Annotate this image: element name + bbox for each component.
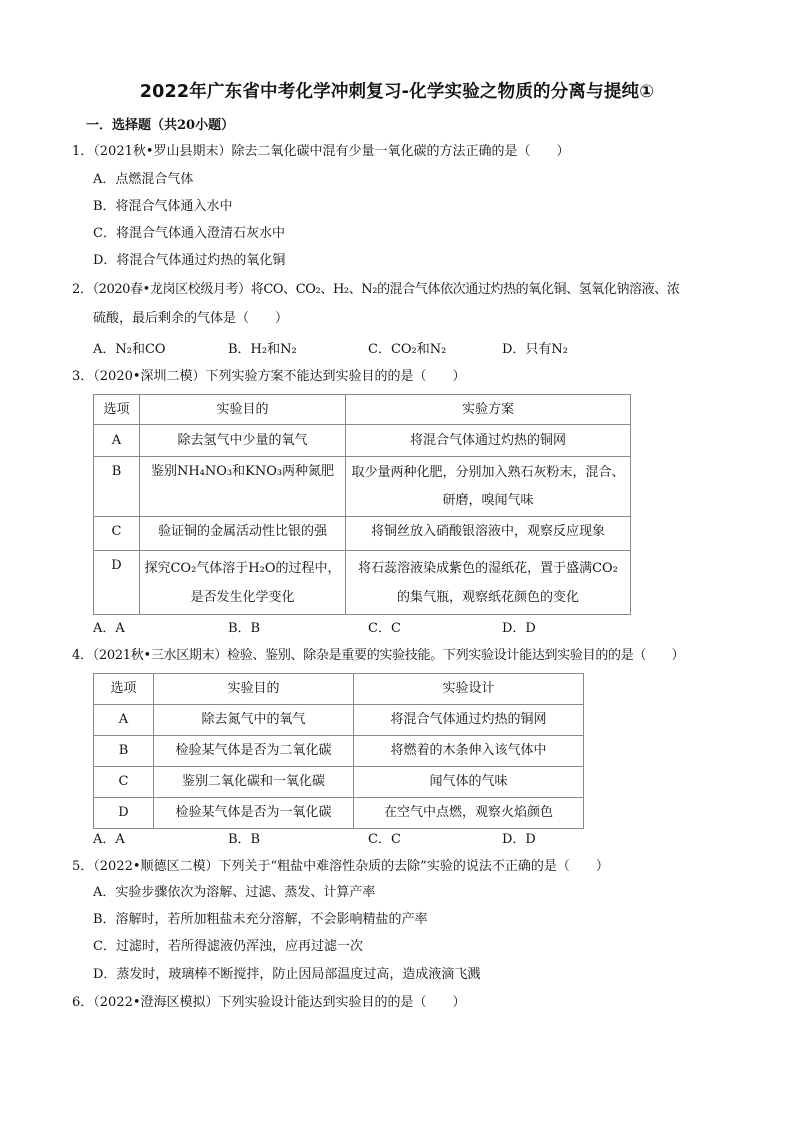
question-1-option-a: A．点燃混合气体 (93, 172, 194, 187)
row-goal-line: 是否发生化学变化 (190, 589, 295, 605)
question-1-option-d: D．将混合气体通过灼热的氧化铜 (93, 253, 286, 268)
question-4-stem: 4．（2021秋•三水区期末）检验、鉴别、除杂是重要的实验技能。下列实验设计能达到实验目的的是（ ） (72, 648, 685, 663)
row-option: D (94, 798, 154, 829)
question-4-answer-a: A．A (93, 832, 125, 847)
section-heading: 一．选择题（共20小题） (86, 118, 235, 133)
row-goal: 鉴别二氧化碳和一氧化碳 (154, 767, 354, 798)
row-option: A (94, 705, 154, 736)
header-option: 选项 (94, 395, 140, 425)
question-4-answer-d: D．D (502, 832, 536, 847)
question-3-answer-d: D．D (502, 621, 536, 636)
table-row (94, 457, 631, 517)
header-goal: 实验目的 (140, 395, 346, 425)
header-goal: 实验目的 (154, 674, 354, 705)
question-3-answer-a: A．A (93, 621, 125, 636)
question-5-option-c: C．过滤时，若所得滤液仍浑浊，应再过滤一次 (93, 939, 363, 954)
question-1-stem: 1．（2021秋•罗山县期末）除去二氧化碳中混有少量一氧化碳的方法正确的是（ ） (72, 144, 570, 159)
table-row (94, 425, 631, 457)
question-2-option-a: A．N₂和CO (93, 342, 166, 357)
question-2-stem-line-2: 硫酸，最后剩余的气体是（ ） (93, 311, 289, 326)
question-2-option-b: B．H₂和N₂ (228, 342, 297, 357)
question-3-stem: 3．（2020•深圳二模）下列实验方案不能达到实验目的的是（ ） (72, 369, 466, 384)
question-5-stem: 5．（2022•顺德区二模）下列关于“粗盐中难溶性杂质的去除”实验的说法不正确的是（ ） (72, 859, 609, 874)
row-goal: 验证铜的金属活动性比银的强 (140, 517, 346, 551)
page-title: 2022年广东省中考化学冲刺复习-化学实验之物质的分离与提纯① (139, 82, 655, 102)
question-4-answer-c: C．C (368, 832, 401, 847)
table-row (94, 517, 631, 551)
header-option: 选项 (94, 674, 154, 705)
row-design: 闻气体的气味 (354, 767, 584, 798)
table-row (94, 736, 584, 767)
row-plan: 将混合气体通过灼热的铜网 (346, 425, 631, 457)
row-design: 将燃着的木条伸入该气体中 (354, 736, 584, 767)
row-design: 在空气中点燃，观察火焰颜色 (354, 798, 584, 829)
row-goal (140, 551, 346, 615)
table-row (94, 551, 631, 615)
row-goal-line: 探究CO₂气体溶于H₂O的过程中， (144, 560, 341, 576)
row-goal: 除去氮气中的氧气 (154, 705, 354, 736)
row-design: 将混合气体通过灼热的铜网 (354, 705, 584, 736)
row-plan-line: 取少量两种化肥，分别加入熟石灰粉末，混合、 (351, 464, 625, 480)
row-option: A (94, 425, 140, 457)
row-goal: 检验某气体是否为二氧化碳 (154, 736, 354, 767)
question-1-option-b: B．将混合气体通入水中 (93, 199, 233, 214)
question-2-stem-line-1: 2．（2020春•龙岗区校级月考）将CO、CO₂、H₂、N₂的混合气体依次通过灼热的氧化铜、氢氧化钠溶液、浓 (72, 282, 680, 297)
header-design: 实验设计 (354, 674, 584, 705)
row-plan-line: 的集气瓶，观察纸花颜色的变化 (396, 589, 579, 605)
table-header-row (94, 395, 631, 425)
question-2-option-c: C．CO₂和N₂ (368, 342, 447, 357)
row-plan (346, 457, 631, 517)
question-3-table (93, 394, 631, 615)
row-goal: 鉴别NH₄NO₃和KNO₃两种氮肥 (140, 457, 346, 517)
table-row (94, 705, 584, 736)
row-plan-line: 研磨，嗅闻气味 (442, 492, 534, 508)
row-option: B (94, 736, 154, 767)
row-option: C (94, 517, 140, 551)
row-plan-line: 将石蕊溶液染成紫色的湿纸花，置于盛满CO₂ (358, 560, 618, 576)
row-option: D (94, 551, 140, 615)
row-option: B (94, 457, 140, 517)
row-plan (346, 551, 631, 615)
question-3-answer-c: C．C (368, 621, 401, 636)
table-row (94, 767, 584, 798)
question-2-option-d: D．只有N₂ (502, 342, 569, 357)
question-4-answer-b: B．B (228, 832, 261, 847)
question-4-table (93, 673, 584, 829)
question-5-option-b: B．溶解时，若所加粗盐未充分溶解，不会影响精盐的产率 (93, 912, 428, 927)
question-5-option-d: D．蒸发时，玻璃棒不断搅拌，防止因局部温度过高，造成液滴飞溅 (93, 967, 481, 982)
question-1-option-c: C．将混合气体通入澄清石灰水中 (93, 226, 285, 241)
row-plan: 将铜丝放入硝酸银溶液中，观察反应现象 (346, 517, 631, 551)
header-plan: 实验方案 (346, 395, 631, 425)
row-option: C (94, 767, 154, 798)
table-row (94, 798, 584, 829)
row-goal: 检验某气体是否为一氧化碳 (154, 798, 354, 829)
question-3-answer-b: B．B (228, 621, 261, 636)
question-6-stem: 6．（2022•澄海区模拟）下列实验设计能达到实验目的的是（ ） (72, 995, 466, 1010)
table-header-row (94, 674, 584, 705)
question-5-option-a: A．实验步骤依次为溶解、过滤、蒸发、计算产率 (93, 885, 376, 900)
row-goal: 除去氢气中少量的氧气 (140, 425, 346, 457)
